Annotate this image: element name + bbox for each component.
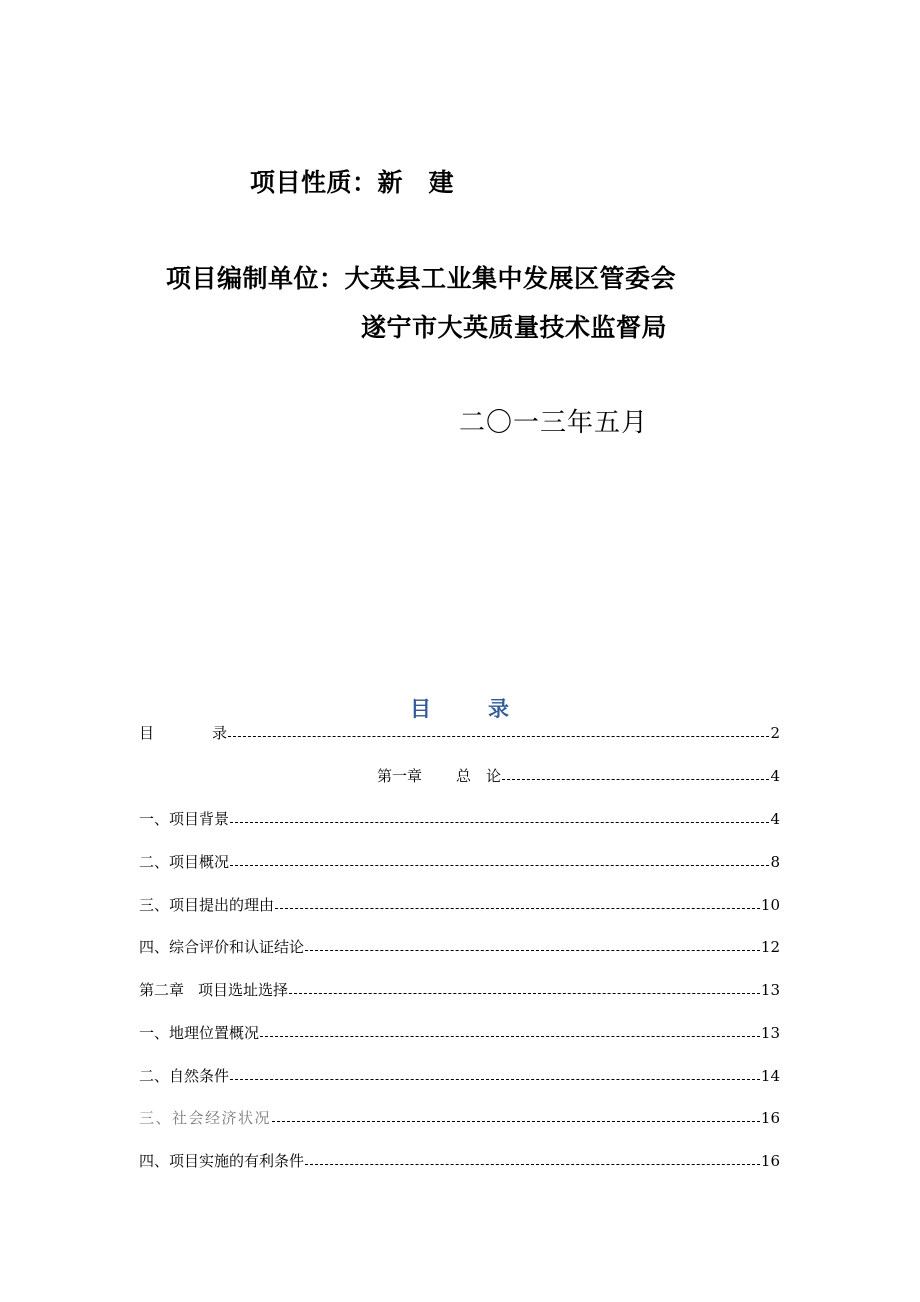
toc-leader (502, 779, 769, 780)
toc-leader (230, 1079, 760, 1080)
toc-entry-2-4[interactable] (139, 1151, 780, 1171)
toc-page-number: 8 (770, 853, 780, 871)
toc-entry-label: 一、地理位置概况 (139, 1024, 260, 1042)
toc-leader (305, 950, 760, 951)
toc-entry-label: 四、综合评价和认证结论 (139, 938, 305, 956)
toc-page-number: 4 (770, 810, 780, 828)
toc-page-number: 2 (770, 724, 780, 742)
toc-entry-label: 第二章 项目选址选择 (139, 981, 289, 999)
toc-page-number: 12 (760, 938, 780, 956)
toc-entry-2-3[interactable] (139, 1108, 780, 1128)
toc-entry-label: 第一章 总 论 (377, 767, 502, 785)
cover-date: 二〇一三年五月 (459, 408, 649, 438)
toc-entry-2-2[interactable] (139, 1066, 780, 1086)
toc-page-number: 14 (760, 1067, 780, 1085)
toc-entry-label: 一、项目背景 (139, 810, 230, 828)
toc-page-number: 16 (760, 1109, 780, 1127)
toc-entry-label: 二、自然条件 (139, 1067, 230, 1085)
toc-page-number: 13 (760, 981, 780, 999)
toc-leader (228, 736, 769, 737)
toc-entry-label: 三、社会经济状况 (139, 1109, 272, 1127)
toc-leader (230, 822, 769, 823)
toc-entry-contents[interactable] (139, 723, 780, 743)
toc-entry-1-1[interactable] (139, 809, 780, 829)
project-nature: 项目性质：新 建 (250, 168, 455, 197)
toc-heading-left: 目 (410, 697, 432, 721)
toc-entry-label: 目 录 (139, 724, 228, 742)
toc-heading (0, 695, 920, 723)
toc-page-number: 13 (760, 1024, 780, 1042)
toc-leader (272, 1121, 760, 1122)
toc-entry-label: 二、项目概况 (139, 853, 230, 871)
toc-page-number: 10 (760, 896, 780, 914)
toc-entry-chapter-1[interactable] (377, 766, 780, 786)
compiler-line-2: 遂宁市大英质量技术监督局 (361, 313, 668, 342)
toc-entry-1-3[interactable] (139, 895, 780, 915)
toc-entry-chapter-2[interactable] (139, 980, 780, 1000)
toc-page-number: 16 (760, 1152, 780, 1170)
toc-heading-right: 录 (488, 697, 510, 721)
toc-leader (260, 1036, 760, 1037)
toc-entry-label: 四、项目实施的有利条件 (139, 1152, 305, 1170)
toc-page-number: 4 (770, 767, 780, 785)
toc-entry-2-1[interactable] (139, 1023, 780, 1043)
toc-leader (230, 865, 769, 866)
compiler-line-1: 项目编制单位：大英县工业集中发展区管委会 (166, 264, 677, 293)
toc-entry-label: 三、项目提出的理由 (139, 896, 275, 914)
toc-entry-1-4[interactable] (139, 937, 780, 957)
toc-entry-1-2[interactable] (139, 852, 780, 872)
toc-leader (289, 993, 760, 994)
toc-leader (275, 908, 760, 909)
toc-leader (305, 1164, 760, 1165)
